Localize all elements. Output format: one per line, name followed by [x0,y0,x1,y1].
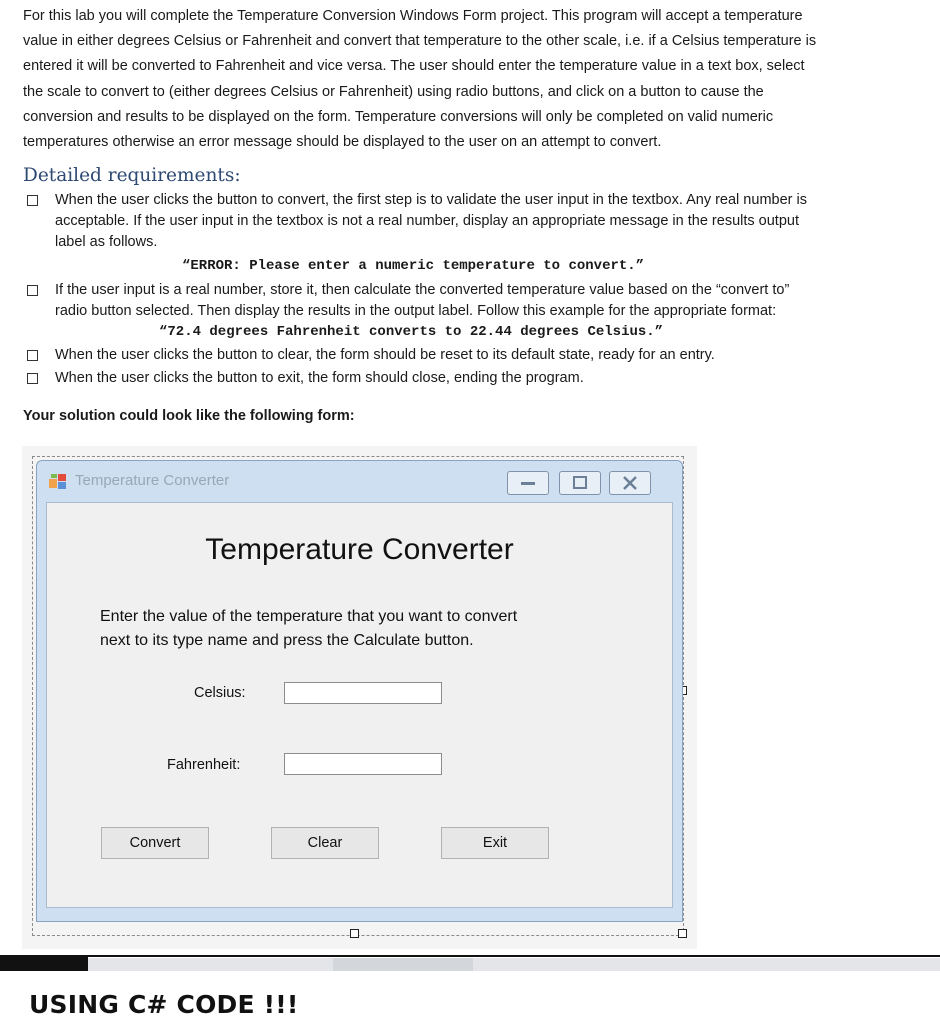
form-window [36,460,683,922]
maximize-button[interactable] [559,471,601,495]
requirement-item [23,280,928,322]
convert-button[interactable]: Convert [101,827,209,859]
divider-bar [0,955,88,971]
instruction-line: Enter the value of the temperature that you want to convert [100,608,518,625]
error-message-example: “ERROR: Please enter a numeric temperature to convert.” [182,258,645,275]
window-title: Temperature Converter [75,472,230,489]
celsius-input[interactable] [284,682,442,704]
requirement-item [23,190,928,253]
close-button[interactable] [609,471,651,495]
exit-button[interactable]: Exit [441,827,549,859]
checkbox-icon [27,195,38,206]
requirement-text: When the user clicks the button to exit, the form should close, ending the program. [55,370,584,387]
requirement-line: label as follows. [55,234,158,251]
requirement-text: When the user clicks the button to clear, the form should be reset to its default state, ready for an entry. [55,347,715,364]
instruction-line: next to its type name and press the Calculate button. [100,632,474,649]
footer-note: USING C# CODE !!! [29,990,299,1019]
form-screenshot [22,446,697,949]
document-body [23,4,928,426]
resize-handle[interactable] [678,929,687,938]
window-titlebar [37,461,682,501]
intro-line: value in either degrees Celsius or Fahrenheit and convert that temperature to the other scale, i.e. if a Celsius temperature is [23,33,817,50]
checkbox-icon [27,350,38,361]
form-heading: Temperature Converter [205,533,514,566]
scroll-thumb[interactable] [333,958,473,971]
form-client-area [46,502,673,908]
close-icon [610,472,650,494]
celsius-label: Celsius: [194,685,246,701]
requirement-line: radio button selected. Then display the results in the output label. Follow this example for the appropriate format: [55,303,777,320]
result-format-example: “72.4 degrees Fahrenheit converts to 22.44 degrees Celsius.” [159,324,664,341]
intro-paragraph [23,4,928,155]
requirement-item [23,345,928,366]
intro-line: the scale to convert to (either degrees Celsius or Fahrenheit) using radio buttons, and click on a button to cause the [23,83,764,100]
scroll-track [88,958,940,971]
requirement-item [23,368,928,389]
checkbox-icon [27,285,38,296]
requirement-line: If the user input is a real number, store it, then calculate the converted temperature value based on the “convert to” [55,282,790,299]
intro-line: conversion and results to be displayed on the form. Temperature conversions will only be completed on valid numeric [23,108,774,125]
clear-button[interactable]: Clear [271,827,379,859]
intro-line: For this lab you will complete the Temperature Conversion Windows Form project. This program will accept a temperature [23,8,803,24]
maximize-icon [560,472,600,494]
app-icon [49,474,67,490]
intro-line: temperatures otherwise an error message should be displayed to the user on an attempt to convert. [23,134,662,151]
fahrenheit-label: Fahrenheit: [167,757,241,773]
requirement-line: acceptable. If the user input in the textbox is not a real number, display an appropriate message in the results output [55,213,799,230]
form-instructions [100,605,660,653]
resize-handle[interactable] [350,929,359,938]
solution-label: Your solution could look like the following form: [23,408,355,425]
intro-line: entered it will be converted to Fahrenheit and vice versa. The user should enter the temperature value in a text box, select [23,58,805,75]
minimize-button[interactable] [507,471,549,495]
requirements-heading: Detailed requirements: [23,165,241,187]
minimize-icon [508,472,548,494]
checkbox-icon [27,373,38,384]
requirement-line: When the user clicks the button to convert, the first step is to validate the user input in the textbox. Any real number is [55,192,807,209]
divider-line [88,955,940,957]
fahrenheit-input[interactable] [284,753,442,775]
